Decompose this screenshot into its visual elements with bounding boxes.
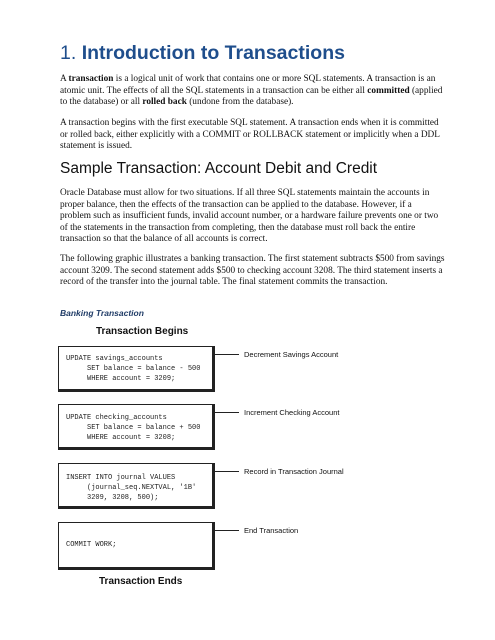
para1-text-e: (applied to the database) or all	[60, 85, 443, 107]
section-number: 1.	[60, 42, 77, 64]
connector-line-4	[215, 530, 239, 531]
connector-line-3	[215, 471, 239, 472]
keyword-rollback: ROLLBACK	[252, 129, 304, 140]
para2-text-c: or	[240, 129, 253, 140]
subsection-heading: Sample Transaction: Account Debit and Credit	[60, 160, 378, 177]
para2-text-e: statement or implicitly when a DDL statement is issued.	[60, 129, 440, 151]
term-transaction: transaction	[68, 74, 114, 84]
step-note-1: Decrement Savings Account	[244, 350, 339, 359]
step-note-4: End Transaction	[244, 526, 299, 535]
step-code-2: UPDATE checking_accounts SET balance = balance + 500 WHERE account = 3208;	[66, 414, 201, 442]
section-title: Introduction to Transactions	[81, 42, 345, 64]
term-rolled-back: rolled back	[142, 97, 187, 107]
step-code-3: INSERT INTO journal VALUES (journal_seq.NEXTVAL, '1B' 3209, 3208, 500);	[66, 474, 197, 502]
connector-line-2	[215, 412, 239, 413]
keyword-commit: COMMIT	[202, 129, 241, 140]
paragraph-two-situations: Oracle Database must allow for two situations. If all three SQL statements maintain the accounts in proper balance, then the effects of the transaction can be applied to the database. However, if a problem such as insufficient funds, invalid account number, or a hardware failure prevents one or two of the statements in the transaction from completing, then the database must roll back the entire transaction so that the balance of all accounts is correct.	[60, 188, 439, 244]
para2-text-a: A transaction begins with the first executable SQL statement. A transaction ends when it is committed or rolled back, either explicitly with a	[60, 118, 439, 140]
paragraph-graphic-description: The following graphic illustrates a banking transaction. The first statement subtracts $500 from savings account 3209. The second statement adds $500 to checking account 3208. The third statement inserts a record of the transfer into the journal table. The final statement commits the transaction.	[60, 254, 445, 287]
connector-line-1	[215, 354, 239, 355]
figure-caption: Banking Transaction	[60, 308, 144, 318]
section-heading	[60, 42, 440, 65]
paragraph-transaction-begins	[60, 118, 445, 153]
step-note-3: Record in Transaction Journal	[244, 467, 344, 476]
step-code-1: UPDATE savings_accounts SET balance = balance - 500 WHERE account = 3209;	[66, 355, 201, 383]
paragraph-transaction-definition	[60, 74, 445, 109]
term-committed: committed	[367, 85, 410, 96]
para1-text-c: is a logical unit of work that contains one or more SQL statements. A transaction is an atomic unit. The effects of all the SQL statements in a transaction can be either all	[60, 74, 436, 96]
para1-text-a: A	[60, 74, 69, 84]
transaction-begins-label: Transaction Begins	[96, 326, 189, 337]
para1-text-g: (undone from the database).	[186, 97, 294, 107]
transaction-ends-label: Transaction Ends	[99, 576, 183, 587]
step-note-2: Increment Checking Account	[244, 408, 340, 417]
step-code-4: COMMIT WORK;	[66, 541, 117, 549]
